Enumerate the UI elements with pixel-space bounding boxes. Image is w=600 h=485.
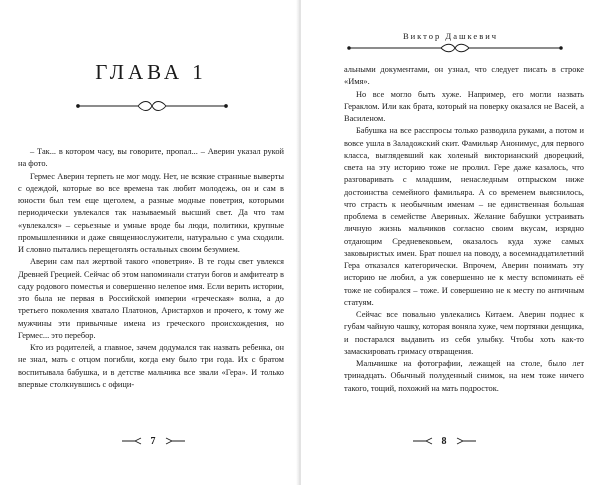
paragraph: альными документами, он узнал, что следует писать в строке «Имя». [344,65,584,87]
paragraph: Бабушка на все расспросы только разводила руками, а потом и вовсе ушла в Заладожский скит. Фамильяр Анонимус, для первого класса, выглядевший как холеный викторианский дворецкий, света на эту историю тоже не пролил. Гере даже казалось, что разговаривать с младшим, ненаследным отпрыском ниже достоинства семейного фамильяра. А со временем выяснилось, что страсть к необычным именам – не единственная большая проблема в семействе Авериных. Желание бабушки устраивать личную жизнь мальчиков согласно своим вкусам, изрядно отдающим Средневековьем, оказалось куда хуже самых заковыристых имен. Брат пошел на поводу, а восемнадцатилетний Гера отказался категорически. Впрочем, Аверин понимать эту историю не любил, а уж совершенно не к месту вспоминать её тоже не собирался – тоже. И совершенно не к месту по античным статуям. [344,126,584,307]
left-page [0,0,299,485]
paragraph: Мальчишке на фотографии, лежащей на столе, было лет тринадцать. Обычный полуденный снимок, на нем тоже ничего такого, тощий, похожий на мать подросток. [344,359,584,393]
left-page-body [18,146,284,391]
right-page [301,0,600,485]
folio-flourish-icon [412,437,434,445]
page-number-left [98,435,208,447]
page-number-right [389,435,499,447]
folio-flourish-icon [164,437,186,445]
paragraph: Кто из родителей, а главное, зачем додумался так назвать ребенка, он не знал, мать с отцом погибли, когда ему было три года. Их с братом воспитывала бабушка, и в детстве мальчика все звали «Гера». И только впервые столкнувшись с офици- [18,343,284,389]
page-number: 7 [150,435,156,447]
folio-flourish-icon [455,437,477,445]
right-page-body [344,64,584,395]
folio-flourish-icon [121,437,143,445]
paragraph: Но все могло быть хуже. Например, его могли назвать Гераклом. Или как брата, который на поверку оказался не Васей, а Василеном. [344,89,584,123]
page-number: 8 [441,435,447,447]
paragraph: Гермес Аверин терпеть не мог моду. Нет, не всякие странные выверты с одеждой, которые во все времена так любит молодежь, он и сам в юности был тем еще щеголем, а разные модные поветрия, которыми периодически увлекался так называемый высший свет. Да что там «увлекался» – серьезные и умные вроде бы люди, политики, крупные промышленники и даже священнослужители, натурально с ума сходили. И словно пытались перещеголять остальных своим безумием. [18,171,284,254]
paragraph: Аверин сам пал жертвой такого «поветрия». В те годы свет увлекся Древней Грецией. Сейчас об этом напоминали статуи богов и амфитеатр в саду родового поместья и совершенно нелепое имя. Если верить истории, это была не первая в Российской империи «греческая» волна, а до третьего поколения хватало Платонов, Аристархов и прочего, к тому же мужчины эти привычные имена из греческого происхождения, но Гермес... это перебор. [18,257,284,340]
paragraph: Сейчас все повально увлекались Китаем. Аверин поднес к губам чайную чашку, которая воняла хуже, чем портянки денщика, и постарался выдавить из себя улыбку. Чтобы хоть как-то замаскировать гримасу отвращения. [344,310,584,356]
chapter-title: ГЛАВА 1 [95,60,207,84]
running-head: Виктор Дашкевич [402,31,499,41]
paragraph: – Так... в котором часу, вы говорите, пропал... – Аверин указал рукой на фото. [18,147,284,169]
header-ornament-icon [345,42,565,54]
chapter-ornament-icon [72,98,232,114]
